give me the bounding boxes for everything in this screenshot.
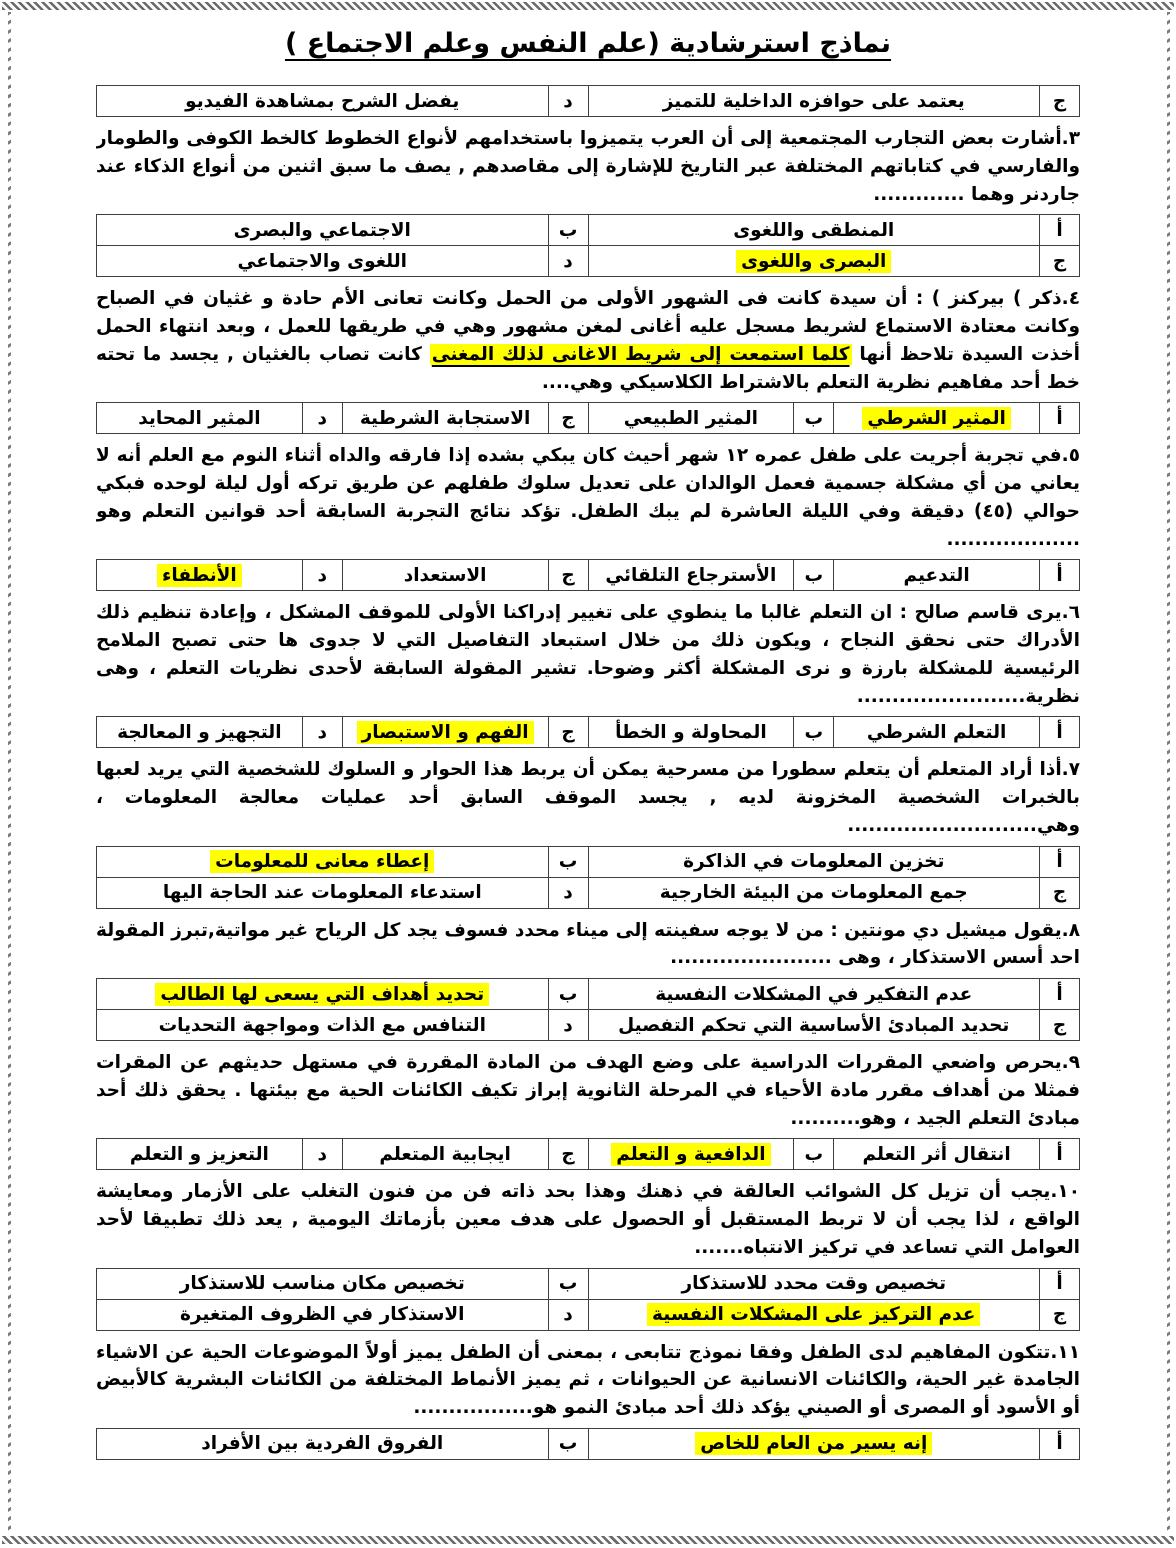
option-label: يفضل الشرح بمشاهدة الفيديو	[185, 90, 460, 112]
option-label: استدعاء المعلومات عند الحاجة اليها	[162, 882, 482, 903]
option-letter: د	[548, 877, 588, 908]
option-label: انتقال أثر التعلم	[862, 1143, 1011, 1165]
answer-row	[97, 1010, 1080, 1041]
question-7-answers-table	[96, 846, 1080, 909]
option-label: تخصيص مكان مناسب للاستذكار	[179, 1273, 465, 1294]
option-letter: ج	[1040, 86, 1080, 117]
option-label: الفروق الفردية بين الأفراد	[201, 1433, 444, 1455]
page-title: نماذج استرشادية (علم النفس وعلم الاجتماع )	[284, 28, 892, 59]
answer-row	[97, 1139, 1080, 1170]
option-label: التنافس مع الذات ومواجهة التحديات	[158, 1014, 486, 1036]
option-letter: أ	[1040, 846, 1080, 877]
option-letter: د	[548, 1299, 588, 1330]
question-3	[96, 125, 1080, 277]
option-letter: ج	[548, 403, 588, 434]
decorative-border-left	[8, 12, 11, 1534]
option-text	[97, 979, 549, 1010]
option-text	[342, 403, 548, 434]
option-text	[588, 1139, 794, 1170]
highlighted-answer: إعطاء معانى للمعلومات	[210, 850, 434, 873]
option-label: التجهيز و المعالجة	[117, 721, 282, 743]
question-5-text: ٥.في تجربة أجريت على طفل عمره ١٢ شهر أحيث كان يبكي بشده إذا فارقه والداه أثناء النوم مع العلم أنه لا يعاني من أي مشكلة جسمية فعمل الوالدان على تعديل سلوك طفلهم عن طريق تركه أول ليلة لوحده فبكي حوالي (٤٥) دقيقة وفي الليلة العاشرة لم يبك الطفل. تؤكد نتائج التجربة السابقة أحد قوانين التعلم وهو ...................	[96, 445, 1080, 550]
option-text	[97, 1299, 549, 1330]
highlighted-answer: عدم التركيز على المشكلات النفسية	[647, 1303, 980, 1326]
option-text	[588, 403, 794, 434]
question-4-text-before: ٤.ذكر ) بيركنز ) : أن سيدة كانت فى الشهور الأولى من الحمل وكانت تعانى الأم حادة و غثيان في الصباح وكانت معتادة الاستماع لشريط مسجل عليه أغانى لمغن مشهور وهي في طريقها للعمل ، وبعد انتهاء الحمل أخذت السيدة تلاحظ أنها	[96, 288, 1080, 365]
question-10-text: ١٠.يجب أن تزيل كل الشوائب العالقة في ذهنك وهذا بحد ذاته فن من فنون التغلب على الأزمار ومعايشة الواقع ، لذا يجب أن لا تربط المستقبل أو الحصول على هدف معين بأزماتك اليومية , يعد ذلك تطبيقا لأحد العوامل التي تساعد في تركيز الانتباه.......	[96, 1181, 1080, 1258]
question-8-answers-table	[96, 978, 1080, 1041]
highlighted-answer: تحديد أهداف التي يسعى لها الطالب	[155, 983, 489, 1006]
answer-row	[97, 877, 1080, 908]
highlighted-answer: إنه يسير من العام للخاص	[695, 1432, 932, 1455]
option-text	[97, 246, 549, 277]
option-text	[342, 717, 548, 748]
question-3-answers-table	[96, 214, 1080, 277]
answer-row	[97, 979, 1080, 1010]
question-5	[96, 442, 1080, 591]
option-label: اللغوى والاجتماعي	[237, 250, 407, 272]
question-9-text: ٩.يحرص واضعي المقررات الدراسية على وضع الهدف من المادة المقررة في مستهل حديثهم عن المقرات فمثلا من أهداف مقرر مادة الأحياء في المرحلة الثانوية إبراز تكيف الكائنات الحية مع بيئتها . يحقق ذلك أحد مبادئ التعلم الجيد ، وهو..........	[96, 1052, 1080, 1129]
option-letter: د	[548, 246, 588, 277]
option-letter: أ	[1040, 403, 1080, 434]
option-letter: ب	[548, 846, 588, 877]
question-8-text: ٨.يقول ميشيل دي مونتين : من لا يوجه سفينته إلى ميناء محدد فسوف يجد كل الرياح غير مواتية,تبرز المقولة احد أسس الاستذكار ، وهى .......................	[96, 919, 1080, 969]
question-10	[96, 1178, 1080, 1330]
option-label: تخزين المعلومات في الذاكرة	[683, 851, 945, 872]
option-letter: أ	[1040, 215, 1080, 246]
highlighted-answer: الفهم و الاستبصار	[357, 721, 534, 744]
answer-row	[97, 1428, 1080, 1459]
option-letter: ب	[548, 215, 588, 246]
option-label: تخصيص وقت محدد للاستذكار	[681, 1273, 947, 1294]
question-4-highlighted-phrase: كلما استمعت إلى شريط الاغانى لذلك المغنى	[431, 343, 850, 365]
option-label: الاستجابة الشرطية	[359, 407, 531, 429]
option-label: الاستعداد	[403, 564, 487, 586]
option-label: ايجابية المتعلم	[379, 1143, 511, 1165]
option-letter: ج	[1040, 877, 1080, 908]
decorative-border-right	[1167, 12, 1170, 1534]
option-text	[97, 877, 549, 908]
answer-row	[97, 1268, 1080, 1299]
option-letter: ب	[548, 1428, 588, 1459]
highlighted-answer: البصرى واللغوى	[736, 250, 891, 273]
question-6-text: ٦.يرى قاسم صالح : ان التعلم غالبا ما ينطوي على تغيير إدراكنا الأولى للموقف المشكل ، وإعادة تنظيم ذلك الأدراك حتى نحقق النجاح ، ويكون ذلك من خلال استبعاد التفاصيل التي لا جدوى ها حتى تصبح الملامح الرئيسية للمشكلة بارزة و نرى المشكلة أكثر وضوحا. تشير المقولة السابقة لأحدى نظريات التعلم ، وهى نظرية........................	[96, 602, 1080, 707]
option-text	[588, 560, 794, 591]
option-text	[97, 560, 303, 591]
question-10-answers-table	[96, 1268, 1080, 1331]
question-4-text-after: كانت تصاب بالغثيان , يجسد ما تحته خط أحد مفاهيم نظرية التعلم بالاشتراط الكلاسيكي وهي....	[96, 343, 1080, 393]
option-text	[97, 846, 549, 877]
question-6-answers-table	[96, 716, 1080, 748]
question-7	[96, 756, 1080, 908]
option-label: المثير المحايد	[138, 407, 261, 429]
question-11	[96, 1339, 1080, 1460]
option-letter: أ	[1040, 1428, 1080, 1459]
question-11-answers-table	[96, 1428, 1080, 1460]
option-letter: ب	[548, 1268, 588, 1299]
option-text	[97, 215, 549, 246]
option-label: التدعيم	[903, 564, 970, 586]
option-text	[342, 1139, 548, 1170]
option-text	[588, 877, 1040, 908]
option-text	[588, 846, 1040, 877]
answer-row	[97, 560, 1080, 591]
decorative-border-bottom	[2, 1536, 1174, 1544]
option-text	[588, 1010, 1040, 1041]
option-letter: ب	[794, 560, 834, 591]
option-text	[588, 717, 794, 748]
answer-row	[97, 1299, 1080, 1330]
option-letter: ج	[1040, 246, 1080, 277]
option-letter: أ	[1040, 717, 1080, 748]
option-text	[588, 86, 1040, 117]
question-5-answers-table	[96, 559, 1080, 591]
option-text	[97, 86, 549, 117]
question-4-answers-table	[96, 402, 1080, 434]
option-text	[834, 717, 1040, 748]
carry-over-answers-table	[96, 85, 1080, 117]
option-label: الاستذكار في الظروف المتغيرة	[179, 1304, 465, 1325]
option-text	[97, 1428, 549, 1459]
option-letter: د	[302, 560, 342, 591]
question-11-text: ١١.تتكون المفاهيم لدى الطفل وفقا نموذج تتابعى ، بمعنى أن الطفل يميز أولاً الموضوعات الحية عن الاشياء الجامدة غير الحية، والكائنات الانسانية عن الحيوانات ، ثم يميز الأنماط المختلفة من الكائنات البشرية كالأبيض أو الأسود أو المصرى أو الصيني يؤكد ذلك أحد مبادئ النمو هو.................	[96, 1341, 1080, 1418]
option-letter: أ	[1040, 560, 1080, 591]
option-text	[588, 1268, 1040, 1299]
option-label: عدم التفكير في المشكلات النفسية	[655, 983, 973, 1005]
question-9	[96, 1049, 1080, 1170]
option-letter: ج	[548, 560, 588, 591]
option-letter: د	[302, 717, 342, 748]
option-text	[834, 403, 1040, 434]
option-label: المحاولة و الخطأ	[615, 721, 767, 743]
question-6	[96, 599, 1080, 748]
question-4	[96, 285, 1080, 434]
option-text	[97, 717, 303, 748]
option-text	[588, 246, 1040, 277]
document-content	[96, 12, 1080, 1536]
option-label: التعزيز و التعلم	[129, 1143, 269, 1165]
option-text	[834, 560, 1040, 591]
option-label: المثير الطبيعي	[623, 407, 759, 429]
answer-row	[97, 86, 1080, 117]
option-text	[588, 1428, 1040, 1459]
option-text	[97, 1139, 303, 1170]
option-text	[588, 979, 1040, 1010]
option-letter: ج	[548, 717, 588, 748]
option-letter: د	[302, 403, 342, 434]
option-label: يعتمد على حوافزه الداخلية للتميز	[662, 90, 965, 112]
option-letter: د	[548, 86, 588, 117]
option-letter: ب	[794, 717, 834, 748]
option-letter: أ	[1040, 1139, 1080, 1170]
answer-row	[97, 846, 1080, 877]
option-letter: ج	[548, 1139, 588, 1170]
option-text	[588, 1299, 1040, 1330]
highlighted-answer: المثير الشرطي	[862, 407, 1011, 430]
option-text	[342, 560, 548, 591]
option-letter: ج	[1040, 1010, 1080, 1041]
question-7-text: ٧.أذا أراد المتعلم أن يتعلم سطورا من مسرحية يمكن أن يربط هذا الحوار و السلوك للشخصية التي يريد لعبها بالخبرات الشخصية المخزونة لديه , يجسد الموقف السابق أحد عمليات معالجة المعلومات ، وهي...........................	[96, 759, 1080, 836]
highlighted-answer: الأنطفاء	[157, 564, 242, 587]
question-8	[96, 917, 1080, 1042]
option-letter: أ	[1040, 979, 1080, 1010]
option-letter: د	[302, 1139, 342, 1170]
answer-row	[97, 215, 1080, 246]
option-letter: د	[548, 1010, 588, 1041]
answer-row	[97, 717, 1080, 748]
question-9-answers-table	[96, 1138, 1080, 1170]
answer-row	[97, 246, 1080, 277]
option-letter: ب	[548, 979, 588, 1010]
option-text	[588, 215, 1040, 246]
option-letter: ب	[794, 1139, 834, 1170]
option-letter: ج	[1040, 1299, 1080, 1330]
option-label: المنطقى واللغوى	[733, 219, 895, 241]
highlighted-answer: الدافعية و التعلم	[611, 1143, 770, 1166]
answer-row	[97, 403, 1080, 434]
option-letter: ب	[794, 403, 834, 434]
option-label: الأسترجاع التلقائي	[605, 564, 777, 586]
option-label: تحديد المبادئ الأساسية التي تحكم التفصيل	[618, 1014, 1010, 1036]
option-label: الاجتماعي والبصرى	[233, 219, 411, 241]
option-text	[97, 403, 303, 434]
option-text	[834, 1139, 1040, 1170]
option-label: جمع المعلومات من البيئة الخارجية	[659, 882, 968, 903]
decorative-border-top	[2, 2, 1174, 10]
option-text	[97, 1268, 549, 1299]
option-label: التعلم الشرطي	[866, 721, 1007, 743]
option-text	[97, 1010, 549, 1041]
option-letter: أ	[1040, 1268, 1080, 1299]
question-4-text	[96, 285, 1080, 396]
question-3-text: ٣.أشارت بعض التجارب المجتمعية إلى أن العرب يتميزوا باستخدامهم لأنواع الخطوط كالخط الكوفى والطومار والفارسي في كتاباتهم المختلفة عبر التاريخ للإشارة إلى مقاصدهم , يصف ما سبق اثنين من أنواع الذكاء عند جاردنر وهما .............	[96, 128, 1080, 205]
